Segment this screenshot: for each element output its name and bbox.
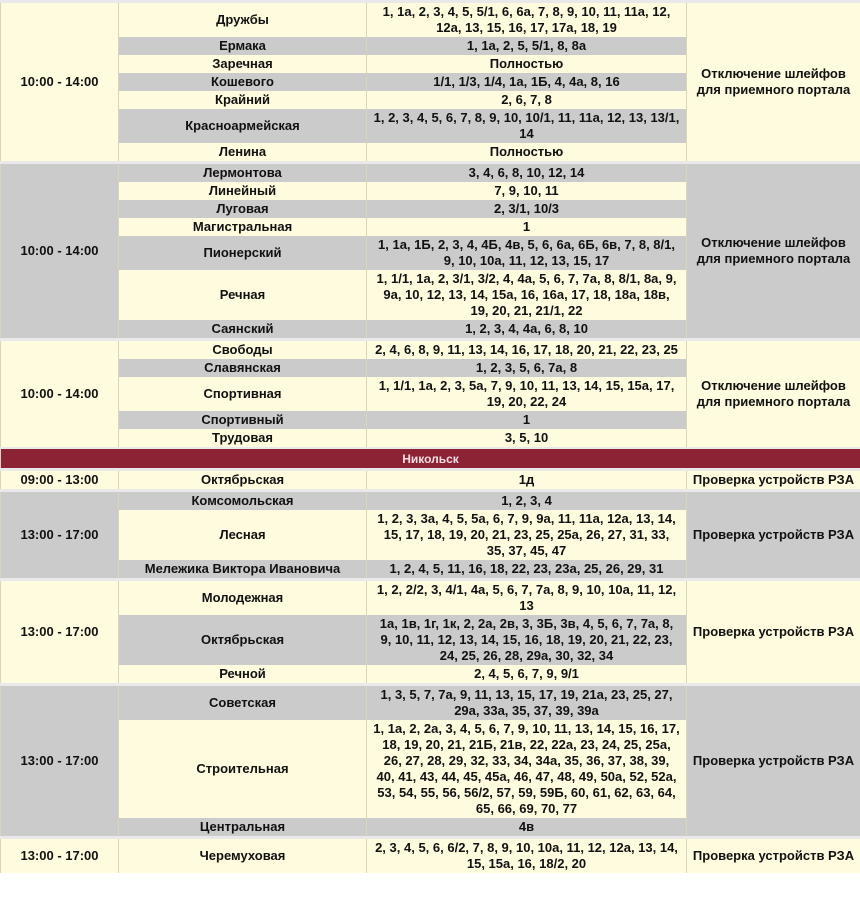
street-cell: Пионерский [119, 236, 367, 270]
table-row [1, 470, 860, 491]
street-cell: Красноармейская [119, 109, 367, 143]
street-cell: Линейный [119, 182, 367, 200]
time-cell: 09:00 - 13:00 [1, 470, 119, 491]
table-row [1, 838, 860, 874]
street-cell: Октябрьская [119, 615, 367, 665]
houses-cell: 1, 1а, 2, 2а, 3, 4, 5, 6, 7, 9, 10, 11, 13, 14, 15, 16, 17, 18, 19, 20, 21, 21Б, 21в, 22, 22а, 23, 24, 25, 25а, 26, 27, 28, 29, 32, 33, 34, 34а, 35, 36, 37, 38, 39, 40, 41, 43, 44, 45, 45а, 46, 47, 48, 49, 50а, 52, 52а, 53, 54, 55, 56, 56/2, 57, 59, 59Б, 60, 61, 62, 63, 64, 65, 66, 69, 70, 77 [367, 720, 687, 818]
houses-cell: 3, 4, 6, 8, 10, 12, 14 [367, 163, 687, 183]
houses-cell: 1а, 1в, 1г, 1к, 2, 2а, 2в, 3, 3Б, 3в, 4, 5, 6, 7, 7а, 8, 9, 10, 11, 12, 13, 14, 15, 16, 18, 19, 20, 21, 22, 23, 24, 25, 26, 28, 29а, 30, 32, 34 [367, 615, 687, 665]
houses-cell: 1 [367, 411, 687, 429]
street-cell: Речной [119, 665, 367, 685]
reason-cell: Отключение шлейфов для приемного портала [687, 2, 860, 163]
city-header-row [1, 448, 860, 470]
street-cell: Лесная [119, 510, 367, 560]
street-cell: Строительная [119, 720, 367, 818]
street-cell: Советская [119, 685, 367, 721]
street-cell: Спортивная [119, 377, 367, 411]
houses-cell: 1, 1а, 1Б, 2, 3, 4, 4Б, 4в, 5, 6, 6а, 6Б, 6в, 7, 8, 8/1, 9, 10, 10а, 11, 12, 13, 15, 17 [367, 236, 687, 270]
houses-cell: 1, 2, 3, 4 [367, 491, 687, 511]
reason-cell: Отключение шлейфов для приемного портала [687, 340, 860, 449]
street-cell: Мележика Виктора Ивановича [119, 560, 367, 580]
houses-cell: 1 [367, 218, 687, 236]
houses-cell: 1/1, 1/3, 1/4, 1а, 1Б, 4, 4а, 8, 16 [367, 73, 687, 91]
reason-cell: Проверка устройств РЗА [687, 470, 860, 491]
reason-cell: Проверка устройств РЗА [687, 580, 860, 685]
time-cell: 13:00 - 17:00 [1, 685, 119, 838]
street-cell: Спортивный [119, 411, 367, 429]
street-cell: Октябрьская [119, 470, 367, 491]
street-cell: Черемуховая [119, 838, 367, 874]
street-cell: Крайний [119, 91, 367, 109]
schedule-body [1, 2, 860, 874]
street-cell: Трудовая [119, 429, 367, 448]
houses-cell: 1, 2, 3, 4, 5, 6, 7, 8, 9, 10, 10/1, 11, 11а, 12, 13, 13/1, 14 [367, 109, 687, 143]
street-cell: Саянский [119, 320, 367, 340]
street-cell: Свободы [119, 340, 367, 360]
houses-cell: Полностью [367, 55, 687, 73]
street-cell: Молодежная [119, 580, 367, 616]
street-cell: Славянская [119, 359, 367, 377]
houses-cell: 1, 1а, 2, 3, 4, 5, 5/1, 6, 6а, 7, 8, 9, 10, 11, 11а, 12, 12а, 13, 15, 16, 17, 17а, 18, 19 [367, 2, 687, 38]
street-cell: Ермака [119, 37, 367, 55]
reason-cell: Проверка устройств РЗА [687, 491, 860, 580]
houses-cell: 2, 6, 7, 8 [367, 91, 687, 109]
reason-cell: Проверка устройств РЗА [687, 685, 860, 838]
houses-cell: 1, 1а, 2, 5, 5/1, 8, 8а [367, 37, 687, 55]
houses-cell: 1, 2, 3, 4, 4а, 6, 8, 10 [367, 320, 687, 340]
street-cell: Заречная [119, 55, 367, 73]
houses-cell: 4в [367, 818, 687, 838]
houses-cell: 7, 9, 10, 11 [367, 182, 687, 200]
houses-cell: 2, 3, 4, 5, 6, 6/2, 7, 8, 9, 10, 10а, 11, 12, 12а, 13, 14, 15, 15а, 16, 18/2, 20 [367, 838, 687, 874]
time-cell: 13:00 - 17:00 [1, 838, 119, 874]
street-cell: Ленина [119, 143, 367, 163]
houses-cell: 2, 3/1, 10/3 [367, 200, 687, 218]
houses-cell: 2, 4, 6, 8, 9, 11, 13, 14, 16, 17, 18, 20, 21, 22, 23, 25 [367, 340, 687, 360]
houses-cell: 1, 2, 3, 3а, 4, 5, 5а, 6, 7, 9, 9а, 11, 11а, 12а, 13, 14, 15, 17, 18, 19, 20, 21, 23, 25, 25а, 26, 27, 31, 33, 35, 37, 45, 47 [367, 510, 687, 560]
houses-cell: 1, 2, 4, 5, 11, 16, 18, 22, 23, 23а, 25, 26, 29, 31 [367, 560, 687, 580]
time-cell: 10:00 - 14:00 [1, 2, 119, 163]
street-cell: Луговая [119, 200, 367, 218]
reason-cell: Проверка устройств РЗА [687, 838, 860, 874]
time-cell: 13:00 - 17:00 [1, 580, 119, 685]
street-cell: Дружбы [119, 2, 367, 38]
table-row [1, 685, 860, 721]
street-cell: Магистральная [119, 218, 367, 236]
houses-cell: 3, 5, 10 [367, 429, 687, 448]
street-cell: Центральная [119, 818, 367, 838]
street-cell: Речная [119, 270, 367, 320]
houses-cell: 1, 1/1, 1а, 2, 3/1, 3/2, 4, 4а, 5, 6, 7, 7а, 8, 8/1, 8а, 9, 9а, 10, 12, 13, 14, 15а, 16, 16а, 17, 18, 18а, 18в, 19, 20, 21, 21/1, 22 [367, 270, 687, 320]
houses-cell: 1, 2, 2/2, 3, 4/1, 4а, 5, 6, 7, 7а, 8, 9, 10, 10а, 11, 12, 13 [367, 580, 687, 616]
time-cell: 10:00 - 14:00 [1, 163, 119, 340]
houses-cell: 1, 1/1, 1а, 2, 3, 5а, 7, 9, 10, 11, 13, 14, 15, 15а, 17, 19, 20, 22, 24 [367, 377, 687, 411]
table-row [1, 340, 860, 360]
houses-cell: 1д [367, 470, 687, 491]
street-cell: Комсомольская [119, 491, 367, 511]
table-row [1, 580, 860, 616]
table-row [1, 491, 860, 511]
street-cell: Лермонтова [119, 163, 367, 183]
table-row [1, 2, 860, 38]
reason-cell: Отключение шлейфов для приемного портала [687, 163, 860, 340]
table-row [1, 163, 860, 183]
houses-cell: Полностью [367, 143, 687, 163]
houses-cell: 1, 2, 3, 5, 6, 7а, 8 [367, 359, 687, 377]
houses-cell: 2, 4, 5, 6, 7, 9, 9/1 [367, 665, 687, 685]
houses-cell: 1, 3, 5, 7, 7а, 9, 11, 13, 15, 17, 19, 21а, 23, 25, 27, 29а, 33а, 35, 37, 39, 39а [367, 685, 687, 721]
time-cell: 10:00 - 14:00 [1, 340, 119, 449]
street-cell: Кошевого [119, 73, 367, 91]
time-cell: 13:00 - 17:00 [1, 491, 119, 580]
city-name: Никольск [1, 448, 860, 470]
